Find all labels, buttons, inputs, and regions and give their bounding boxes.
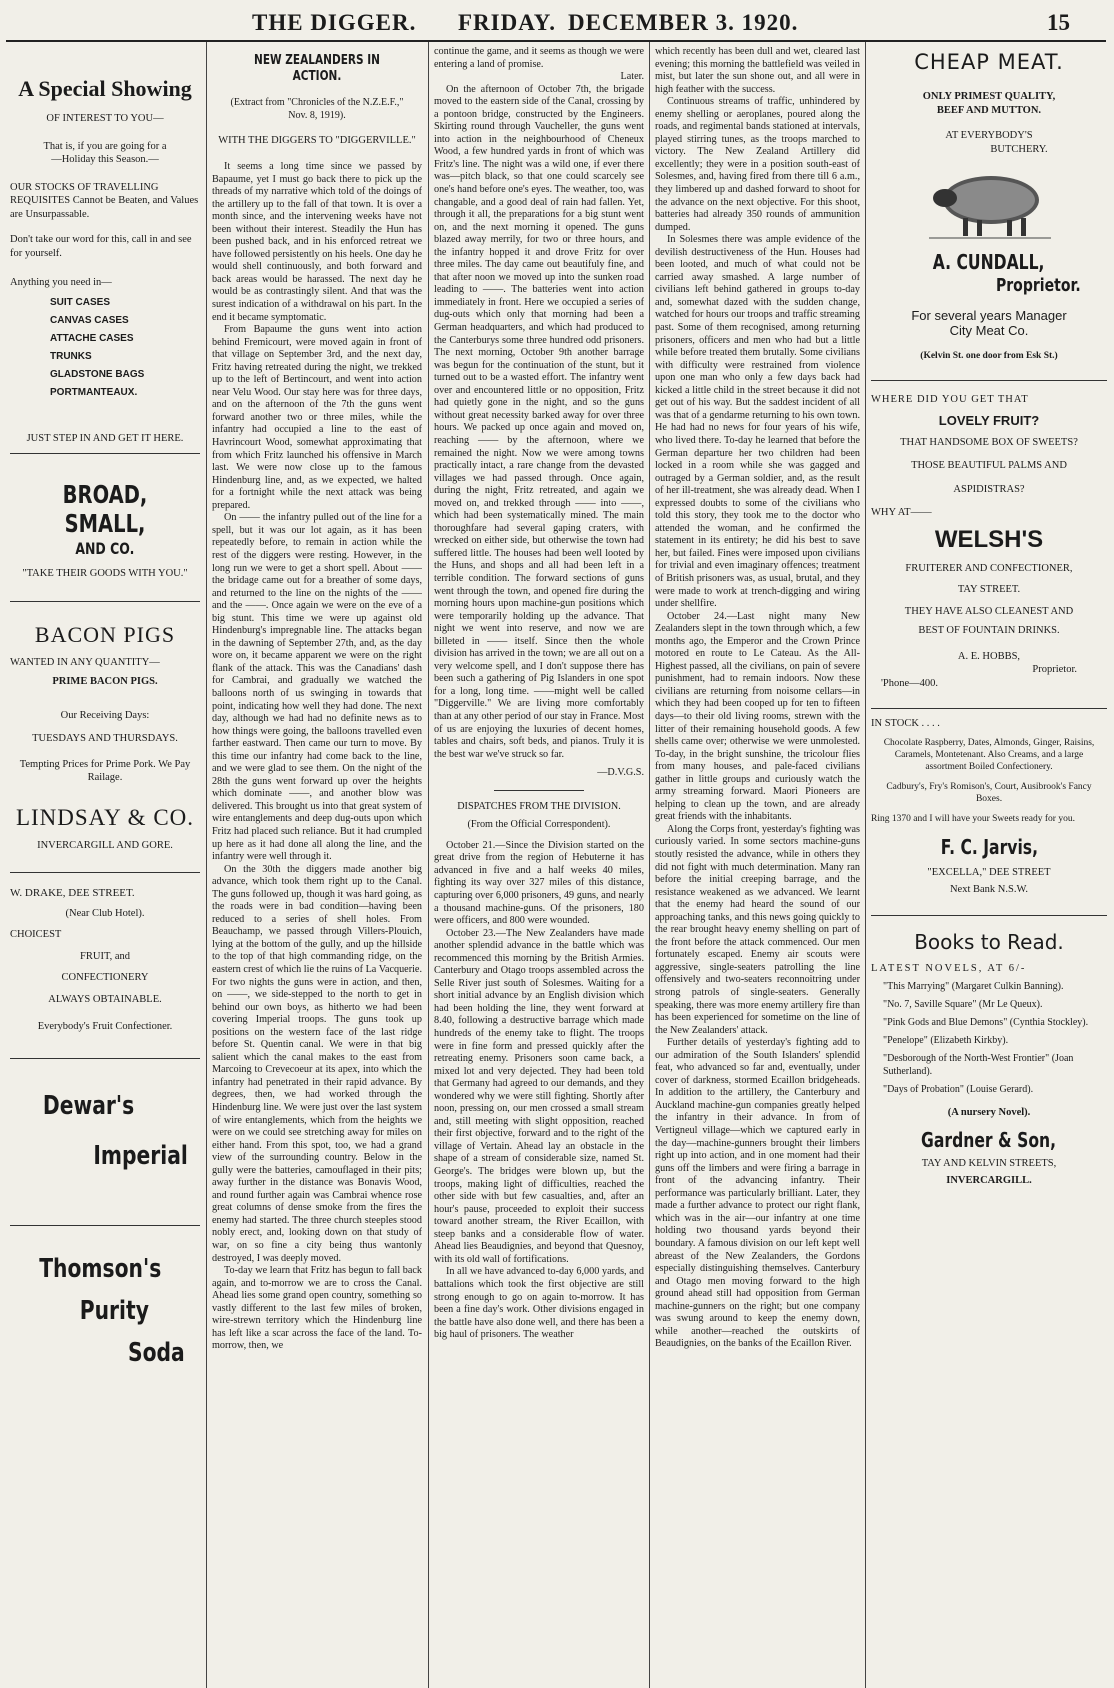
page-number: 15 xyxy=(1047,10,1070,35)
ad-text: ASPIDISTRAS? xyxy=(953,483,1025,495)
ad-text: That is, if you are going for a xyxy=(43,140,167,152)
ad-text: JUST STEP IN AND GET IT HERE. xyxy=(26,432,184,444)
proprietor-name: F. C. Jarvis, xyxy=(940,834,1038,859)
brand-list: Cadbury's, Fry's Romison's, Court, Ausibrook's Fancy Boxes. xyxy=(886,781,1092,804)
ad-text: WHY AT—— xyxy=(871,507,932,518)
ad-text: INVERCARGILL AND GORE. xyxy=(37,839,173,851)
thomson-ad xyxy=(10,1234,200,1394)
article-column-3 xyxy=(655,46,860,1684)
paragraph: continue the game, and it seems as though we were entering a land of promise. xyxy=(434,46,644,70)
paragraph: It seems a long time since we passed by Bapaume, yet I must go back there to pick up the threads of my narrative which told of the doings of the artillery up to the fall of that town. It is over a month since, and the intervening weeks have not been without their interest. Steadily the Hun has been pushed back, and in his enforced retreat we have followed persistently on his heels. One day he would shell continuously, and both forward and back areas would be harassed. The next day he would be as contrastingly silent. And that was the surest indication of a withdrawal on his part. In the end it became symptomatic. xyxy=(212,161,422,323)
book-item: "No. 7, Saville Square" (Mr Le Queux). xyxy=(883,999,1043,1010)
product-item: PORTMANTEAUX. xyxy=(50,386,138,398)
proprietor-name: A. E. HOBBS, xyxy=(957,650,1021,662)
book-item: "Penelope" (Elizabeth Kirkby). xyxy=(883,1035,1009,1046)
ad-text: PRIME BACON PIGS. xyxy=(52,676,158,687)
jarvis-ad xyxy=(871,717,1107,897)
article-column-1 xyxy=(212,46,422,1684)
ad-text: Everybody's Fruit Confectioner. xyxy=(37,1021,173,1032)
special-showing-ad xyxy=(10,76,200,445)
book-item: "Desborough of the North-West Frontier" (Joan Sutherland). xyxy=(883,1053,1074,1077)
bacon-pigs-ad xyxy=(10,622,200,853)
paragraph: In Solesmes there was ample evidence of the devilish destructiveness of the Hun. Houses had been looted, and much of what could not be carried away smashed. A large number of civilians left behind gathered in groups to-day and, somewhat dazed with the sudden change, watched for hours our troops and traffic streaming past. Some of them recognised, among returning prisoners, officers and men who had but a little while before treated them brutally. Some civilians with difficulty were restrained from violence upon one man who only a few days back had kicked a little child in the street because it did not get out of his way. But the saddest incident of all was that of a gendarme returning to his own town. He had had no news for four years of his wife, who lived there. To-day he learned that before the German departure her two children had been locked in a room while she was gagged and outraged by a German soldier, and, as the result of her ill-treatment, she was already dead. When I expressed doubts to some of the civilians who told this story, they took me to the doctor who attended the woman, and he confirmed the statement in its entirety; he did his best to save her, but failed. Fines were imposed upon civilians for trivial and even imaginary offences; treatment of British prisoners was, as usual, brutal, and they were made to work at trench-digging and wiring under shellfire. xyxy=(655,234,860,610)
divider xyxy=(871,708,1107,709)
paragraph: On —— the infantry pulled out of the line for a spell, but it was our lot again, as it has been repeatedly before, to remain in action while the rest of the diggers were resting. However, in the long run we were to get a short spell. About —— the bridage came out for a breather of some days, and returned to the line on the nights of the —— and the ——. Once again we were on the eve of a big stunt. This time we were up against old Hindenburg's impregnable line. The attacks began in the dawning of September 27th, and, as the day wore on, it became apparent we were on the right flank of the attack. This was the Canadians' dash for Cambrai, and gradually we watched the balloons north of us swinging in towards that point, indicating how well they had done. The next day, although we had had no definite news as to how things were going, the balloons travelled even farther eastward. Then came our turn to move. By this time our infantry had come back to the line, and we were glad to see them. On the night of the 28th the guns went forward up over the heights which dominate ——, and another blow was delivered. This brought us into that great system of wire entanglements and deep dug-outs upon which Fritz had placed such reliance. But it had crumpled up here as it had done all along the line, and the infantry were well through it. xyxy=(212,512,422,863)
column-rule xyxy=(428,42,429,1688)
ad-text: LOVELY FRUIT? xyxy=(938,412,1040,428)
paragraph: To-day we learn that Fritz has begun to fall back again, and to-morrow we are to cross the Canal. Ahead lies some grand open country, something so vastly different to the last few miles of broken, wire-strewn territory which the Hindenburg line has left like a scar across the face of the land. To-morrow, then, we xyxy=(212,1265,422,1352)
drake-ad xyxy=(10,887,200,1034)
article-body xyxy=(212,161,422,1353)
divider xyxy=(10,1225,200,1226)
ad-text: Don't take our word for this, call in and see for yourself. xyxy=(10,234,192,259)
left-ads-column xyxy=(10,46,200,1684)
address: TAY STREET. xyxy=(957,584,1021,595)
paragraph: Further details of yesterday's fighting add to our admiration of the South Islanders' splendid feat, who advanced so far and, eventually, under cover of darkness, stormed Ecaillon bridgeheads. In addition to the artillery, the Canterbury and Auckland machine-gun companies greatly helped the infantry in their advance. In from of Vertigneul village—which we captured early in the day—machine-gunners brought their limbers right up into action, and in one moment had their guns off the limbers and were firing a barrage in front of the advancing infantry. Their performance was particularly brilliant. Later, they made a further advance to protect our right flank, which was in the air—our infantry at one time holding two thousand yards beyond their boundary. A famous division on our left kept well abreast of the New Zealanders, the Gordons especially distinguishing themselves. Canterbury and Otago men moving forward to the high ground ahead still had opposition from German machine-gunners on the right; but one company was swung around to keep the enemy down, while another—reached the outskirts of Beaudignies, on the banks of the Ecaillon River. xyxy=(655,1037,860,1350)
address: INVERCARGILL. xyxy=(946,1175,1032,1186)
product-item: ATTACHE CASES xyxy=(50,332,134,344)
article-body xyxy=(434,46,644,1342)
divider xyxy=(871,915,1107,916)
ad-title: Books to Read. xyxy=(914,929,1064,954)
ad-text: For several years Manager xyxy=(911,308,1067,323)
proprietor-name: A. CUNDALL, xyxy=(933,250,1045,274)
paper-title: THE DIGGER. xyxy=(252,10,417,35)
ad-text: OUR STOCKS OF TRAVELLING REQUISITES Cannot be Beaten, and Values are Unsurpassable. xyxy=(10,181,199,220)
ad-text: BUTCHERY. xyxy=(990,143,1048,155)
broad-small-ad xyxy=(10,480,200,581)
welsh-ad xyxy=(871,393,1107,690)
ad-text: (Near Club Hotel). xyxy=(65,907,145,919)
paragraph: In all we have advanced to-day 6,000 yards, and battalions which took the first objective are still strong enough to go on again to-morrow. It has been a fine day's work. Other divisions engaged in the battle have also done well, and there has been a big haul of prisoners. The weather xyxy=(434,1266,644,1341)
company-name: BROAD, SMALL, xyxy=(62,480,148,538)
ad-text: ONLY PRIMEST QUALITY, xyxy=(922,91,1056,102)
proprietor-title: Proprietor. xyxy=(1032,664,1077,675)
product-list: Chocolate Raspberry, Dates, Almonds, Ginger, Raisins, Caramels, Montetenant. Also Creams, and a large assortment Boiled Confectionery. xyxy=(883,737,1095,772)
section-heading: DISPATCHES FROM THE DIVISION. xyxy=(457,800,621,812)
phone-number: 'Phone—400. xyxy=(881,677,939,689)
ad-text: BEST OF FOUNTAIN DRINKS. xyxy=(918,625,1060,636)
ad-title: BACON PIGS xyxy=(34,621,176,647)
ad-text: THAT HANDSOME BOX OF SWEETS? xyxy=(900,436,1078,448)
cheap-meat-ad xyxy=(871,50,1107,362)
ad-title: Dewar's xyxy=(42,1090,135,1121)
divider xyxy=(871,380,1107,381)
ad-text: FRUIT, and xyxy=(80,950,130,962)
dewar-ad xyxy=(10,1067,200,1217)
paragraph: On the 30th the diggers made another big advance, which took them right up to the Canal. The guns followed up, though it was hard going, as the roads were in bad condition—having been reduced to a series of shell holes. From Beauchamp, we passed through Villers-Plouich, lying at the bottom of the gully, and up the hillside to the top of that high commanding ridge, on the eastern crest of which lie the ruins of La Vacquerie. For two nights the guns were in action, and then, on ——, we side-stepped to the north to get in behind our own boys, as hitherto we had been covering Imperial troops. The guns took up positions on the western face of the last ridge before St. Quentin canal. We were in that big salient which the canal makes to the east from Marcoing to Crevecoeur at its apex, into which the infantry had penetrated in their rapid advance. By degrees, then, we had worked through the Hindenburg line. We were just over the last system of wire entanglements, which from the heights we were on we could see stretching away for miles on either hand. From this spot, too, we had a grand view of the surrounding country. Below in the gully were the batteries, camouflaged in their pits; away further in the distance was Bonavis Wood, and round further again was Cambrai whence rose great columns of dense smoke from the fires the enemy had started. The three church steeples stood nobly erect, and, looking down on that study of war, on so fine a city being thus wantonly destroyed, I was deeply moved. xyxy=(212,863,422,1264)
ad-text: WHERE DID YOU GET THAT xyxy=(871,394,1029,405)
article-body xyxy=(655,46,860,1351)
divider xyxy=(10,872,200,873)
product-item: GLADSTONE BAGS xyxy=(50,368,145,380)
divider xyxy=(10,453,200,454)
ad-title: Imperial xyxy=(93,1140,188,1171)
ad-text: (A nursery Novel). xyxy=(947,1107,1031,1118)
address: TAY AND KELVIN STREETS, xyxy=(921,1157,1057,1169)
issue-date: DECEMBER 3. 1920. xyxy=(568,10,799,35)
column-rule xyxy=(865,42,866,1688)
ad-text: City Meat Co. xyxy=(949,323,1029,338)
ad-text: Our Receiving Days: xyxy=(60,709,150,721)
company-name: Gardner & Son, xyxy=(921,1127,1057,1152)
article-title: NEW ZEALANDERS IN ACTION. xyxy=(254,52,380,84)
dateline: Later. xyxy=(620,71,644,83)
book-item: "Days of Probation" (Louise Gerard). xyxy=(883,1084,1034,1095)
ad-text: THOSE BEAUTIFUL PALMS AND xyxy=(911,460,1067,471)
masthead xyxy=(0,0,1114,40)
receiving-days: TUESDAYS AND THURSDAYS. xyxy=(32,733,178,744)
paragraph: Along the Corps front, yesterday's fighting was curiously varied. In some sectors machine-guns stoutly resisted the advance, while in others they did not fight with much determination. Many ran before the initial creeping barrage, and the resistance weakened as we advanced. We learnt that the enemy had heard the sound of our approaching tanks, and this news going quickly to the rear brought heavy enemy shelling on part of the front before the attack commenced. Our men fortunately escaped. Enemy air scouts were aggressive, single-seaters patrolling the line offensively and two-seaters reconnoitring under strong patrols of single-seaters. Generally speaking, there was more enemy artillery fire than has been experienced for sometime on the line of the New Zealanders' attack. xyxy=(655,823,860,1036)
ad-title: CHEAP MEAT. xyxy=(914,50,1064,74)
ad-text: THEY HAVE ALSO CLEANEST AND xyxy=(904,605,1074,617)
product-item: CANVAS CASES xyxy=(50,314,129,326)
divider xyxy=(10,1058,200,1059)
paragraph: Continuous streams of traffic, unhindered by enemy shelling or aeroplanes, poured along the roads, and regimental bands stationed at intervals, played stirring tunes, as the troops marched to victory. The New Zealand Artillery did excellently; they were in a position south-east of Solesmes, and, having fired from there till 6 a.m., they limbered up and dashed forward to shoot for the advance on the next objective. For this shoot, batteries had already 350 rounds of ammunition dumped. xyxy=(655,96,860,233)
address: "EXCELLA," DEE STREET xyxy=(927,866,1051,878)
column-rule xyxy=(206,42,207,1688)
books-ad xyxy=(871,930,1107,1188)
paragraph: October 24.—Last night many New Zealanders slept in the town through which, a few months ago, the Emperor and the Crown Prince motored en route to Le Cateau. As the All-Highest passed, all the civilians, on pain of severe punishment, had to remain indoors. Now these civilians are returning from noisome cellars—in which they had been cooped up for ten to fifteen days—to their old living rooms, strewn with the litter of their remaining household goods. A few shells came over; otherwise we were unmolested. To-day, in the bright sunshine, the tricolour flies from many houses, and pale-faced civilians gather in little groups and curiously watch the army streaming forward. Maori Pioneers are helping to clean up the town, and are already great friends with the inhabitants. xyxy=(655,610,860,823)
book-item: "This Marrying" (Margaret Culkin Banning). xyxy=(883,981,1064,992)
slogan: "TAKE THEIR GOODS WITH YOU." xyxy=(22,568,188,579)
ad-text: Next Bank N.S.W. xyxy=(949,884,1029,895)
ad-text: AT EVERYBODY'S xyxy=(945,130,1033,141)
paragraph: On the afternoon of October 7th, the brigade moved to the eastern side of the Canal, crossing by a pontoon bridge, constructed by the Engineers. Skirting round through Vaucheller, the guns went into action in the neighbourhood of Cheneux Wood, a few hundred yards in front of which was Fritz's line. The night was a wild one, if ever there was—pitch black, so that one could scarcely see one's hand before one's eyes. The weather, too, was changable, and a good deal of rain had fallen. Yet, through it all, the preparations for a big stunt went on, and the next morning it opened. The guns blazed away merrily, for two or three hours, and the infantry hopped it and drove Fritz for over three miles. The day came out beautifuly fine, and that after noon we moved up into the sunken road leading to ——. The batteries went into action immediately in front. Here we occupied a series of dug-outs which only that morning had been a German headquarters, and which had produced to the Canterburys some three hundred odd prisoners. The next morning, October 9th another barrage was begun for the continuation of the stunt, but it turned out to be a wasted effort. The infantry went over and encountered little or no opposition, Fritz had quietly gone in the night, and so the guns without great necessity barked away for over three hours. We packed up once again and moved on, reaching —— by the afternoon, where we remained the night. Now we were among towns practically intact, a rare change from the devasted villages we had passed through. Once again, during the night, Fritz retreated, and again we moved on, and trekked through —— into ——, which had been systematically mined. The main thoroughfare had several gaping craters, with wrecked on either side, but otherwise the town had suffered little. The houses had been well looted by the Huns, and shops and all had been left in a terrible condition. The forward sections of guns went through the town, and opened fire during the morning hours upon machine-gun positions which were temporarily holding up the advance. That night we went into reserve, and now we are billeted in —— itself. Since then the whole division has arrived in the town; we are all out on a very welcome spell, and I don't suppose there has been such a gathering of Pig Islanders in one spot for a long, long time. ——might well be called "Diggerville." We are living more comfortably than at any other period of our stay in France. Most of us are enjoying the luxuries of decent homes, tables and chairs, soft beds, and pianos. Truly it is the best war we've struck so far. xyxy=(434,83,644,760)
right-ads-column xyxy=(871,46,1107,1684)
ad-text: CONFECTIONERY xyxy=(61,972,149,983)
ad-text: ALWAYS OBTAINABLE. xyxy=(48,993,162,1005)
issue-day: FRIDAY. xyxy=(458,10,556,35)
ad-text: CHOICEST xyxy=(10,929,62,940)
ad-text: Anything you need in— xyxy=(10,277,112,288)
sheep-icon xyxy=(919,162,1059,242)
paragraph: October 21.—Since the Division started on the great drive from the region of Hebuterne it has advanced in five and a half weeks 40 miles, fighting its way over 327 miles of this distance, capturing over 6,000 prisoners, 49 guns, and nearly a thousand machine-guns. Of the prisoners, 180 were officers, and 800 were wounded. xyxy=(434,839,644,927)
article-extract-note: (Extract from "Chronicles of the N.Z.E.F.," Nov. 8, 1919). xyxy=(230,97,404,121)
ad-title: A Special Showing xyxy=(18,76,192,101)
byline: —D.V.G.S. xyxy=(597,767,644,779)
proprietor-title: Proprietor. xyxy=(996,275,1082,296)
ad-subtitle: OF INTEREST TO YOU— xyxy=(46,113,164,124)
ad-text: WANTED IN ANY QUANTITY— xyxy=(10,656,160,668)
header-rule xyxy=(6,40,1106,42)
product-item: SUIT CASES xyxy=(50,296,111,308)
section-note: (From the Official Correspondent). xyxy=(467,819,611,831)
ad-text: Tempting Prices for Prime Pork. We Pay Railage. xyxy=(19,758,191,783)
company-name: WELSH'S xyxy=(934,525,1044,553)
ad-text: —Holiday this Season.— xyxy=(51,154,159,165)
paragraph: October 23.—The New Zealanders have made another splendid advance in the battle which was recommenced this morning by the British Armies. Canterbury and Otago troops assembled across the Selle River just south of Solesmes. Waiting for a short initial advance by an English division which had been holding the line, they went forward at 8.40, following a destructive barrage which made hundreds of the enemy take to flight. The troops were in fine form and pressed quickly after the retreating enemy. Prisoners soon came back, a mixed lot and very dejected. They had been told that Germany had agreed to our demands, and they wondered why we were still fighting. Shortly after noon, pressing on, our men crossed a small stream and, still meeting with slight opposition, reached their first objective, forward and to the right of the village of Vertain. Ahead lay an obstacle in the shape of a stream of considerable size, named St. George's. The bridges were blown up, but the troops, making light of difficulties, reached the other side with but few casualties, and, after an hour's pause, proceeded to exploit their success toward another stream, the River Ecaillon, with steep banks and a considerable flow of water. Ahead lies Beaudignies, and beyond that Quesnoy, with its old wall of fortifications. xyxy=(434,927,644,1265)
company-name-suffix: AND CO. xyxy=(75,539,135,558)
ad-text: IN STOCK . . . . xyxy=(871,718,940,729)
ad-title: Soda xyxy=(128,1337,185,1368)
divider xyxy=(10,601,200,602)
paragraph: From Bapaume the guns went into action behind Fremicourt, were moved again in front of that village on September 3rd, and the next day, Fritz having retreated during the night, we trekked up to the left of Bertincourt, and went into action near Velu Wood. Our stay here was for three days, and on the afternoon of the 7th the guns went forward another two or three miles, while the infantry had occupied a line to the east of Havrincourt Wood, somewhat approximating that from which Fritz launched his offensive in March last. We were now close up to the famous Hindenburg line, and, as we expected, we halted for a fortnight while the next attack was being prepared. xyxy=(212,324,422,511)
article-column-2 xyxy=(434,46,644,1684)
divider xyxy=(494,790,584,791)
ad-text: LATEST NOVELS, AT 6/- xyxy=(871,962,1027,974)
ad-title: Purity xyxy=(79,1295,149,1326)
product-item: TRUNKS xyxy=(50,350,92,362)
address: (Kelvin St. one door from Esk St.) xyxy=(920,351,1058,361)
ad-text: Ring 1370 and I will have your Sweets ready for you. xyxy=(871,813,1075,824)
company-name: W. DRAKE, DEE STREET. xyxy=(10,887,135,899)
book-item: "Pink Gods and Blue Demons" (Cynthia Stockley). xyxy=(883,1017,1089,1028)
column-rule xyxy=(649,42,650,1688)
ad-text: BEEF AND MUTTON. xyxy=(936,104,1042,116)
article-subtitle: WITH THE DIGGERS TO "DIGGERVILLE." xyxy=(218,135,416,146)
paragraph: which recently has been dull and wet, cleared last evening; this morning the battlefield was veiled in mist, but later the sun shone out, and all were in high feather with the success. xyxy=(655,46,860,95)
company-name: LINDSAY & CO. xyxy=(15,804,195,830)
ad-text: FRUITERER AND CONFECTIONER, xyxy=(905,562,1073,574)
ad-title: Thomson's xyxy=(39,1253,162,1284)
